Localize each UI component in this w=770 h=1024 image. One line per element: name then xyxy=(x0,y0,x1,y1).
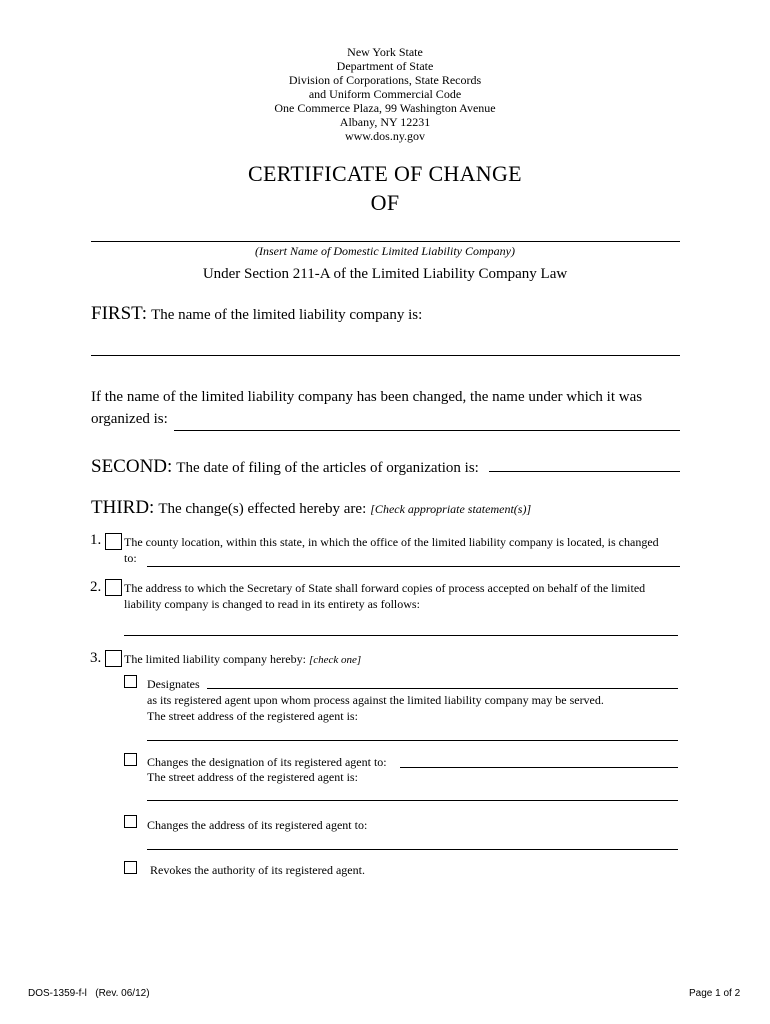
item2-number: 2. xyxy=(90,579,102,595)
document-title-of: OF xyxy=(370,190,400,215)
item2-text-line2: liability company is changed to read in its entirety as follows: xyxy=(124,597,420,611)
item1-text-line1: The county location, within this state, in which the office of the limited liability company is located, is changed xyxy=(124,535,659,549)
item3-number: 3. xyxy=(90,650,102,666)
header-line: New York State xyxy=(347,45,423,59)
agent-new-address-field[interactable] xyxy=(147,849,678,850)
new-agent-field[interactable] xyxy=(400,767,678,768)
filing-date-field[interactable] xyxy=(489,471,680,472)
form-id: DOS-1359-f-l (Rev. 06/12) xyxy=(28,988,150,999)
item3-label: The limited liability company hereby: xyxy=(124,652,306,666)
item2-checkbox[interactable] xyxy=(105,579,122,596)
company-name-field[interactable] xyxy=(91,241,680,242)
revokes-label: Revokes the authority of its registered agent. xyxy=(150,863,365,877)
item1-number: 1. xyxy=(90,532,102,548)
header-line: Division of Corporations, State Records xyxy=(288,73,482,87)
if-changed-line2: organized is: xyxy=(91,411,168,427)
second-label: SECOND: xyxy=(91,456,173,477)
changes-designation-checkbox[interactable] xyxy=(124,753,137,766)
under-section-text: Under Section 211-A of the Limited Liability Company Law xyxy=(202,266,568,282)
item3-text xyxy=(124,652,361,667)
revokes-checkbox[interactable] xyxy=(124,861,137,874)
item2-text-line1: The address to which the Secretary of State shall forward copies of process accepted on behalf of the limited xyxy=(124,581,646,595)
designates-line3: The street address of the registered agent is: xyxy=(147,709,358,723)
original-name-field[interactable] xyxy=(174,430,680,431)
changes-designation-label: Changes the designation of its registered agent to: xyxy=(147,755,387,769)
second-section xyxy=(91,456,479,478)
page-number: Page 1 of 2 xyxy=(689,988,741,999)
document-title: CERTIFICATE OF CHANGE xyxy=(248,161,522,186)
name-instruction: (Insert Name of Domestic Limited Liability Company) xyxy=(255,244,515,258)
header-line: Department of State xyxy=(336,59,434,73)
changes-address-checkbox[interactable] xyxy=(124,815,137,828)
item3-note: [check one] xyxy=(308,654,362,666)
third-text: The change(s) effected hereby are: xyxy=(158,501,367,517)
first-text: The name of the limited liability company is: xyxy=(151,307,423,323)
item3-checkbox[interactable] xyxy=(105,650,122,667)
llc-name-field[interactable] xyxy=(91,355,680,356)
header-line: Albany, NY 12231 xyxy=(339,115,431,129)
header-line: One Commerce Plaza, 99 Washington Avenue xyxy=(274,101,496,115)
if-changed-line1: If the name of the limited liability company has been changed, the name under which it was xyxy=(91,389,643,405)
county-field[interactable] xyxy=(147,566,680,567)
header-line: www.dos.ny.gov xyxy=(344,129,426,143)
header-line: and Uniform Commercial Code xyxy=(308,87,462,101)
designates-line2: as its registered agent upon whom process against the limited liability company may be served. xyxy=(147,693,604,707)
first-label: FIRST: xyxy=(91,303,148,324)
process-address-field[interactable] xyxy=(124,635,678,636)
item1-text-line2: to: xyxy=(124,551,137,565)
designates-label: Designates xyxy=(147,677,200,691)
designated-agent-address-field[interactable] xyxy=(147,740,678,741)
item1-checkbox[interactable] xyxy=(105,533,122,550)
designates-checkbox[interactable] xyxy=(124,675,137,688)
third-label: THIRD: xyxy=(91,497,155,518)
third-note: [Check appropriate statement(s)] xyxy=(370,502,532,516)
third-section xyxy=(91,497,531,519)
changes-designation-line2: The street address of the registered agent is: xyxy=(147,770,358,784)
second-text: The date of filing of the articles of organization is: xyxy=(176,460,479,476)
changes-address-label: Changes the address of its registered agent to: xyxy=(147,818,368,832)
new-agent-address-field[interactable] xyxy=(147,800,678,801)
designated-agent-field[interactable] xyxy=(207,688,678,689)
agency-header xyxy=(0,45,770,143)
first-section xyxy=(91,303,422,325)
